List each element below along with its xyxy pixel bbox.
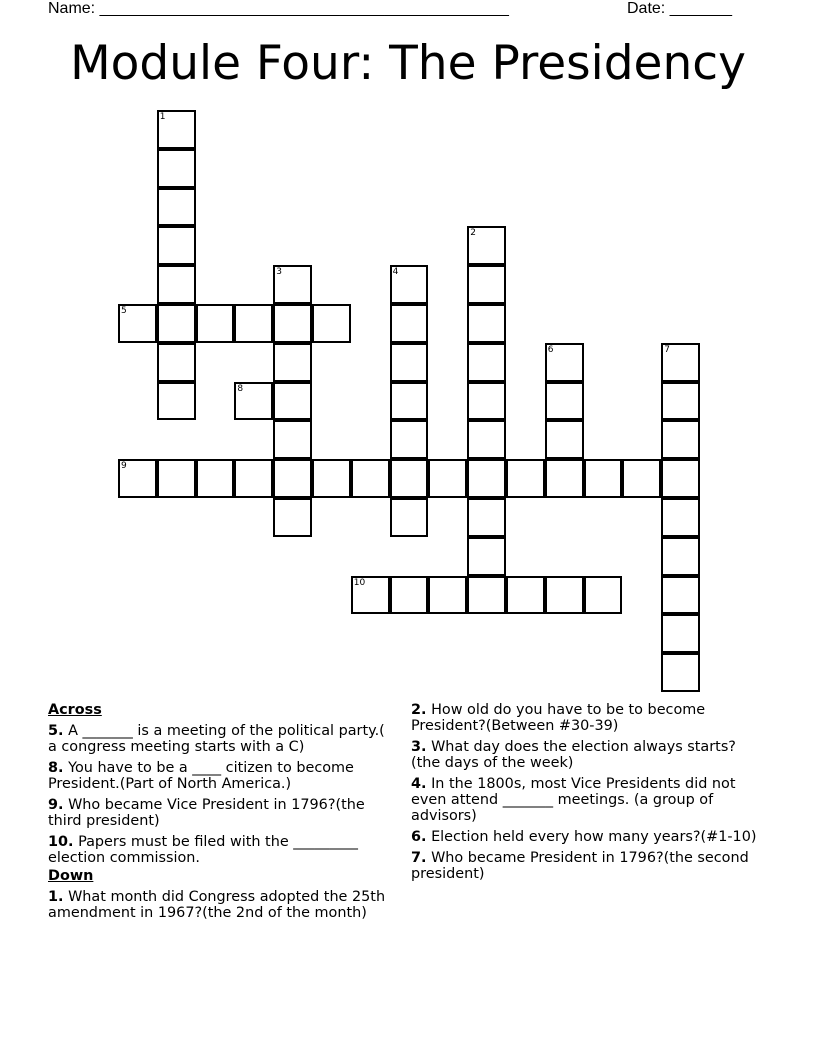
crossword-cell[interactable] xyxy=(390,343,429,382)
crossword-cell[interactable] xyxy=(390,265,429,304)
crossword-cell[interactable] xyxy=(118,304,157,343)
crossword-cell[interactable] xyxy=(506,459,545,498)
crossword-cell[interactable] xyxy=(428,459,467,498)
crossword-cell[interactable] xyxy=(545,459,584,498)
crossword-cell[interactable] xyxy=(390,459,429,498)
clue-number-label: 5 xyxy=(121,306,127,316)
crossword-cell[interactable] xyxy=(467,343,506,382)
crossword-cell[interactable] xyxy=(157,304,196,343)
clue-number-label: 3 xyxy=(276,267,282,278)
crossword-cell[interactable] xyxy=(661,537,700,576)
crossword-cell[interactable] xyxy=(157,110,196,149)
clue-text: How old do you have to be to become President?(Between #30-39) xyxy=(411,702,706,734)
page-title: Module Four: The Presidency xyxy=(70,36,746,91)
clue-text: Election held every how many years?(#1-10) xyxy=(431,829,757,845)
crossword-cell[interactable] xyxy=(661,498,700,537)
crossword-cell[interactable] xyxy=(545,420,584,459)
crossword-cell[interactable] xyxy=(118,459,157,498)
crossword-cell[interactable] xyxy=(157,265,196,304)
crossword-cell[interactable] xyxy=(467,382,506,421)
crossword-cell[interactable] xyxy=(428,576,467,615)
clue-down-3 xyxy=(411,739,761,771)
crossword-cell[interactable] xyxy=(157,459,196,498)
crossword-cell[interactable] xyxy=(467,576,506,615)
clue-down-1 xyxy=(48,889,398,921)
crossword-cell[interactable] xyxy=(234,459,273,498)
date-line[interactable]: Date: _______ xyxy=(627,0,732,17)
crossword-cell[interactable] xyxy=(273,265,312,304)
crossword-cell[interactable] xyxy=(157,343,196,382)
crossword-cell[interactable] xyxy=(545,576,584,615)
clue-number: 4. xyxy=(411,776,427,792)
clue-text: What month did Congress adopted the 25th amendment in 1967?(the 2nd of the month) xyxy=(48,889,386,921)
clue-text: In the 1800s, most Vice Presidents did not even attend _______ meetings. (a group of advisors) xyxy=(411,776,736,824)
crossword-cell[interactable] xyxy=(390,420,429,459)
crossword-cell[interactable] xyxy=(661,343,700,382)
crossword-cell[interactable] xyxy=(467,498,506,537)
clues-right-column xyxy=(411,700,761,882)
clue-number: 8. xyxy=(48,760,64,776)
clue-number: 2. xyxy=(411,702,427,718)
clue-number-label: 6 xyxy=(547,344,554,355)
crossword-cell[interactable] xyxy=(467,226,506,265)
clue-number: 5. xyxy=(48,723,64,739)
crossword-cell[interactable] xyxy=(273,498,312,537)
crossword-cell[interactable] xyxy=(273,343,312,382)
clue-number-label: 2 xyxy=(470,228,476,239)
crossword-cell[interactable] xyxy=(390,304,429,343)
crossword-cell[interactable] xyxy=(661,614,700,653)
clue-number-label: 8 xyxy=(237,383,244,394)
clue-number: 10. xyxy=(48,834,74,850)
crossword-cell[interactable] xyxy=(196,459,235,498)
crossword-cell[interactable] xyxy=(351,576,390,615)
crossword-cell[interactable] xyxy=(506,576,545,615)
crossword-cell[interactable] xyxy=(661,576,700,615)
clue-number: 9. xyxy=(48,797,64,813)
crossword-cell[interactable] xyxy=(312,459,351,498)
crossword-cell[interactable] xyxy=(545,343,584,382)
clue-text: A _______ is a meeting of the political party.( a congress meeting starts with a C) xyxy=(48,723,385,755)
crossword-cell[interactable] xyxy=(467,420,506,459)
crossword-cell[interactable] xyxy=(234,382,273,421)
clue-number-label: 7 xyxy=(664,344,670,355)
clue-across-9 xyxy=(48,797,398,829)
crossword-cell[interactable] xyxy=(467,537,506,576)
crossword-cell[interactable] xyxy=(273,420,312,459)
crossword-cell[interactable] xyxy=(273,459,312,498)
clue-across-10 xyxy=(48,834,398,866)
clue-number: 3. xyxy=(411,739,427,755)
crossword-cell[interactable] xyxy=(157,149,196,188)
crossword-cell[interactable] xyxy=(622,459,661,498)
crossword-cell[interactable] xyxy=(273,382,312,421)
clue-down-6 xyxy=(411,829,761,845)
crossword-cell[interactable] xyxy=(312,304,351,343)
clue-text: You have to be a ____ citizen to become President.(Part of North America.) xyxy=(48,760,354,792)
clue-number-label: 9 xyxy=(121,461,127,472)
clue-text: Papers must be filed with the _________ election commission. xyxy=(48,834,358,866)
crossword-cell[interactable] xyxy=(661,420,700,459)
clue-text: Who became President in 1796?(the second president) xyxy=(411,850,749,882)
clue-number-label: 1 xyxy=(159,112,166,122)
clue-number-label: 4 xyxy=(392,267,399,278)
crossword-cell[interactable] xyxy=(196,304,235,343)
crossword-cell[interactable] xyxy=(467,459,506,498)
crossword-cell[interactable] xyxy=(157,382,196,421)
crossword-cell[interactable] xyxy=(584,576,623,615)
crossword-cell[interactable] xyxy=(584,459,623,498)
crossword-cell[interactable] xyxy=(661,653,700,692)
crossword-cell[interactable] xyxy=(234,304,273,343)
name-line[interactable]: Name: ______________________________________________ xyxy=(48,0,509,17)
crossword-cell[interactable] xyxy=(661,459,700,498)
crossword-cell[interactable] xyxy=(390,382,429,421)
clue-down-2 xyxy=(411,702,761,734)
crossword-cell[interactable] xyxy=(467,265,506,304)
clue-number: 6. xyxy=(411,829,427,845)
crossword-cell[interactable] xyxy=(390,498,429,537)
clue-text: What day does the election always starts? (the days of the week) xyxy=(411,739,736,771)
clue-text: Who became Vice President in 1796?(the third president) xyxy=(48,797,365,829)
crossword-cell[interactable] xyxy=(467,304,506,343)
clue-number: 7. xyxy=(411,850,427,866)
crossword-cell[interactable] xyxy=(661,382,700,421)
clue-number: 1. xyxy=(48,889,64,905)
clue-down-4 xyxy=(411,776,761,824)
clue-across-5 xyxy=(48,723,398,755)
down-heading: Down xyxy=(48,868,94,884)
crossword-cell[interactable] xyxy=(545,382,584,421)
crossword-cell[interactable] xyxy=(157,188,196,227)
clue-across-8 xyxy=(48,760,398,792)
crossword-cell[interactable] xyxy=(273,304,312,343)
clue-number-label: 10 xyxy=(353,577,366,588)
across-heading: Across xyxy=(48,702,102,718)
clues-left-column xyxy=(48,700,398,921)
crossword-cell[interactable] xyxy=(390,576,429,615)
clue-down-7 xyxy=(411,850,761,882)
crossword-cell[interactable] xyxy=(351,459,390,498)
crossword-cell[interactable] xyxy=(157,226,196,265)
